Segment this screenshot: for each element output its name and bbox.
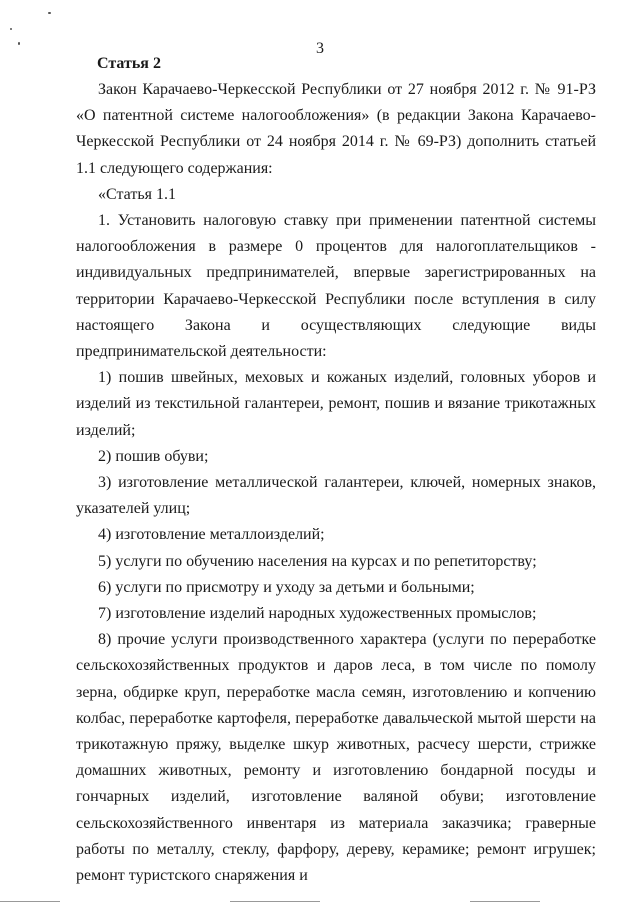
article-heading: Статья 2 bbox=[97, 55, 161, 72]
list-item: 6) услуги по присмотру и уходу за детьми и больными; bbox=[98, 578, 475, 596]
list-item: 7) изготовление изделий народных художественных промыслов; bbox=[98, 605, 537, 623]
list-item: 4) изготовление металлоизделий; bbox=[98, 526, 325, 544]
list-item: 3) изготовление металлической галантереи, ключей, номерных знаков, указателей улиц; bbox=[76, 474, 596, 518]
scan-artifact bbox=[10, 28, 12, 30]
list-item: 8) прочие услуги производственного характера (услуги по переработке сельскохозяйственных продуктов и даров леса, в том числе по помолу зерна, обдирке круп, переработке масла семян, изготовлению и копчению колбас, переработке картофеля, переработке давальческой мытой шерсти на трикотажную пряжу, выделке шкур животных, расчесу шерсти, стрижке домашних животных, ремонту и изготовлению бондарной посуды и гончарных изделий, изготовление валяной обуви; изготовление сельскохозяйственного инвентаря из материала заказчика; граверные работы по металлу, стеклу, фарфору, дереву, керамике; ремонт игрушек; ремонт туристского снаряжения и bbox=[76, 631, 596, 885]
intro-paragraph: Закон Карачаево-Черкесской Республики от 27 ноября 2012 г. № 91-РЗ «О патентной системе налогообложения» (в редакции Закона Карачаево-Черкесской Республики от 24 ноября 2014 г. № 69-РЗ) дополнить статьей 1.1 следующего содержания: bbox=[76, 81, 596, 177]
clause-1: 1. Установить налоговую ставку при применении патентной системы налогообложения в размере 0 процентов для налогоплательщиков - индивидуальных предпринимателей, впервые зарегистрированных на территории Карачаево-Черкесской Республики после вступления в силу настоящего Закона и осуществляющих следующие виды предпринимательской деятельности: bbox=[76, 212, 596, 361]
list-item: 2) пошив обуви; bbox=[98, 447, 209, 465]
new-article-heading: «Статья 1.1 bbox=[98, 185, 176, 203]
page-number: 3 bbox=[316, 40, 324, 57]
document-body bbox=[76, 77, 596, 889]
list-item: 5) услуги по обучению населения на курсах и по репетиторству; bbox=[98, 552, 537, 570]
scan-edge-line bbox=[230, 901, 320, 902]
list-item: 1) пошив швейных, меховых и кожаных изделий, головных уборов и изделий из текстильной галантереи, ремонт, пошив и вязание трикотажных изделий; bbox=[76, 369, 596, 439]
scan-edge-line bbox=[0, 901, 60, 902]
scan-artifact bbox=[48, 12, 51, 14]
scan-edge-line bbox=[470, 901, 540, 902]
